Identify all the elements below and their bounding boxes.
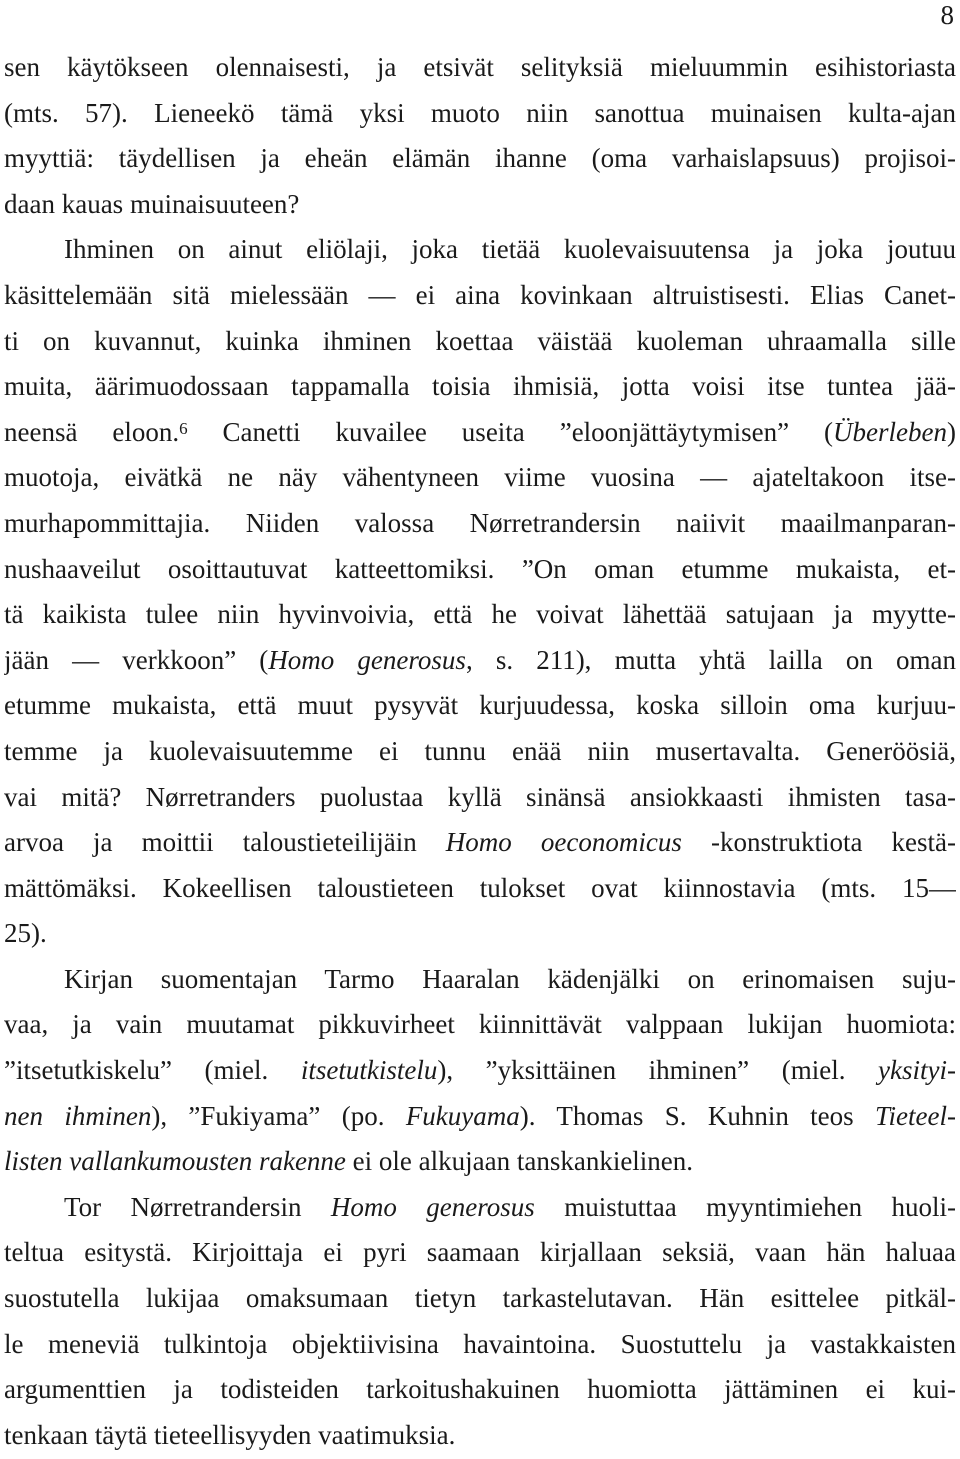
text-segment: myyttiä: täydellisen ja eheän elämän ihanne (oma varhaislapsuus) projisoi- (4, 143, 956, 174)
text-segment: muotoja, eivätkä ne näy vähentyneen viime vuosina — ajateltakoon itse- (4, 462, 956, 493)
text-segment: -konstruktiota kestä- (681, 827, 956, 858)
text-segment: teltua esitystä. Kirjoittaja ei pyri saamaan kirjallaan seksiä, vaan hän haluaa (4, 1237, 956, 1268)
text-segment: tä kaikista tulee niin hyvinvoivia, että he voivat lähettää satujaan ja myytte- (4, 599, 956, 630)
text-segment: mättömäksi. Kokeellisen taloustieteen tulokset ovat kiinnostavia (mts. 15— (4, 872, 956, 903)
text-segment: murhapommittajia. Niiden valossa Nørretrandersin naiivit maailmanparan- (4, 507, 956, 538)
text-segment: argumenttien ja todisteiden tarkoitushakuinen huomiotta jättäminen ei kui- (4, 1374, 956, 1405)
text-line (4, 638, 956, 684)
italic-text: yksityi- (878, 1055, 956, 1086)
text-line (4, 1002, 956, 1048)
text-segment: käsittelemään sitä mielessään — ei aina kovinkaan altruistisesti. Elias Canet- (4, 279, 956, 310)
text-line (4, 592, 956, 638)
text-line (4, 1094, 956, 1140)
text-line (4, 775, 956, 821)
text-segment: muistuttaa myyntimiehen huoli- (534, 1191, 956, 1222)
text-line (4, 1185, 956, 1231)
text-line (4, 136, 956, 182)
text-segment: Kirjan suomentajan Tarmo Haaralan kädenjälki on erinomaisen suju- (64, 963, 956, 994)
italic-text: Homo generosus (268, 644, 466, 675)
body-text (4, 45, 956, 1458)
text-segment: tenkaan täytä tieteellisyyden vaatimuksia. (4, 1419, 456, 1450)
text-line (4, 1413, 956, 1459)
text-line (4, 91, 956, 137)
text-line (4, 319, 956, 365)
text-line (4, 273, 956, 319)
page-number: 8 (940, 0, 954, 30)
text-segment: vaa, ja vain muutamat pikkuvirheet kiinnittävät valppaan lukijan huomiota: (4, 1009, 956, 1040)
text-segment: ), ”yksittäinen ihminen” (miel. (437, 1055, 879, 1086)
text-line (4, 1322, 956, 1368)
italic-text: Überleben (833, 416, 948, 447)
text-segment: ti on kuvannut, kuinka ihminen koettaa väistää kuoleman uhraamalla sille (4, 325, 956, 356)
text-segment: 25). (4, 918, 47, 949)
text-segment: nushaaveilut osoittautuvat katteettomiksi. ”On oman etumme mukaista, et- (4, 553, 956, 584)
text-segment: ). Thomas S. Kuhnin teos (519, 1100, 876, 1131)
text-segment: le meneviä tulkintoja objektiivisina havaintoina. Suostuttelu ja vastakkaisten (4, 1328, 956, 1359)
text-line (4, 1230, 956, 1276)
text-line (4, 729, 956, 775)
text-line (4, 547, 956, 593)
text-line (4, 455, 956, 501)
text-line (4, 820, 956, 866)
text-line (4, 1367, 956, 1413)
text-line (4, 683, 956, 729)
text-line (4, 911, 956, 957)
text-segment: , s. 211), mutta yhtä lailla on oman (465, 644, 956, 675)
text-line (4, 227, 956, 273)
text-segment: suostutella lukijaa omaksumaan tietyn tarkastelutavan. Hän esittelee pitkäl- (4, 1283, 956, 1314)
text-line (4, 410, 956, 456)
footnote-marker: 6 (179, 418, 188, 438)
italic-text: nen ihminen (4, 1100, 152, 1131)
text-segment: Tor Nørretrandersin (64, 1191, 331, 1222)
text-segment: (mts. 57). Lieneekö tämä yksi muoto niin sanottua muinaisen kulta-ajan (4, 97, 956, 128)
text-segment: ”itsetutkiskelu” (miel. (4, 1055, 301, 1086)
text-line (4, 364, 956, 410)
italic-text: itsetutkistelu (300, 1055, 438, 1086)
text-segment: Ihminen on ainut eliölaji, joka tietää kuolevaisuutensa ja joka joutuu (64, 234, 956, 265)
text-segment: Canetti kuvailee useita ”eloonjättäytymisen” ( (187, 416, 834, 447)
italic-text: Homo generosus (330, 1191, 535, 1222)
text-segment: ) (947, 416, 956, 447)
text-line (4, 45, 956, 91)
text-segment: daan kauas muinaisuuteen? (4, 188, 300, 219)
text-line (4, 957, 956, 1003)
italic-text: listen vallankumousten rakenne (4, 1146, 346, 1177)
text-segment: sen käytökseen olennaisesti, ja etsivät selityksiä mieluummin esihistoriasta (4, 52, 956, 82)
text-line (4, 501, 956, 547)
text-segment: ei ole alkujaan tanskankielinen. (345, 1146, 694, 1177)
text-segment: jään — verkkoon” ( (4, 644, 269, 675)
text-line (4, 1048, 956, 1094)
italic-text: Homo oeconomicus (445, 827, 682, 858)
text-segment: ), ”Fukiyama” (po. (151, 1100, 406, 1131)
text-line (4, 182, 956, 228)
text-segment: etumme mukaista, että muut pysyvät kurjuudessa, koska silloin oma kurjuu- (4, 690, 956, 721)
italic-text: Tieteel- (875, 1100, 956, 1131)
text-line (4, 1276, 956, 1322)
text-line (4, 866, 956, 912)
text-line (4, 1139, 956, 1185)
text-segment: arvoa ja moittii taloustieteilijäin (4, 827, 446, 858)
text-segment: vai mitä? Nørretranders puolustaa kyllä sinänsä ansiokkaasti ihmisten tasa- (4, 781, 956, 812)
text-segment: temme ja kuolevaisuutemme ei tunnu enää niin musertavalta. Generöösiä, (4, 735, 956, 766)
text-segment: neensä eloon. (4, 416, 180, 447)
italic-text: Fukuyama (405, 1100, 520, 1131)
text-segment: muita, äärimuodossaan tappamalla toisia ihmisiä, jotta voisi itse tuntea jää- (4, 371, 956, 402)
